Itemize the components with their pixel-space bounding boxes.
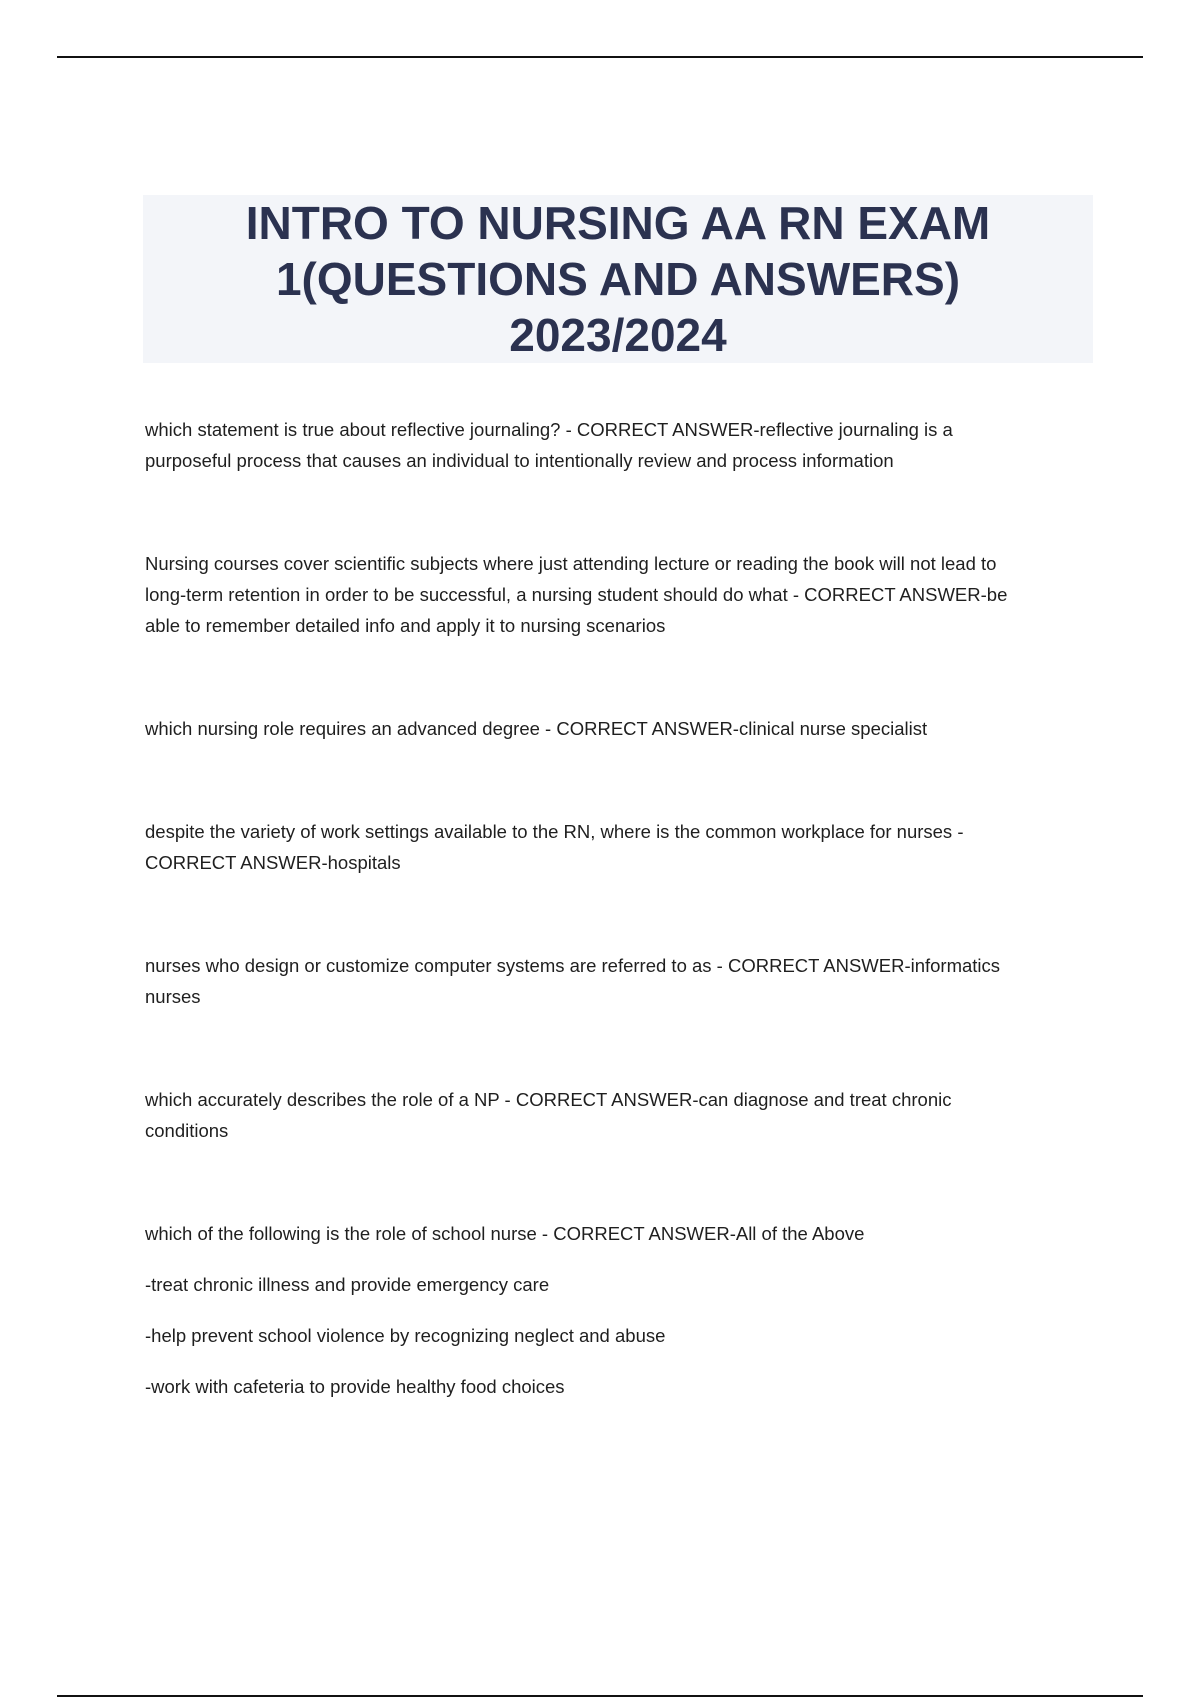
qa-text-line: able to remember detailed info and apply it to nursing scenarios	[145, 615, 666, 636]
qa-text-line: which nursing role requires an advanced degree - CORRECT ANSWER-clinical nurse specialist	[145, 718, 928, 739]
qa-entry	[145, 414, 1095, 476]
qa-text-line: CORRECT ANSWER-hospitals	[145, 852, 401, 873]
answer-option: -help prevent school violence by recognizing neglect and abuse	[145, 1325, 666, 1346]
qa-text-line: nurses who design or customize computer systems are referred to as - CORRECT ANSWER-informatics	[145, 955, 1001, 976]
qa-text-line: which of the following is the role of school nurse - CORRECT ANSWER-All of the Above	[145, 1223, 865, 1244]
title-line: INTRO TO NURSING AA RN EXAM	[245, 197, 991, 249]
document-title	[246, 195, 991, 363]
qa-entry	[145, 816, 1095, 878]
answer-option: -work with cafeteria to provide healthy food choices	[145, 1376, 565, 1397]
qa-text-line: conditions	[145, 1120, 229, 1141]
answer-option-list	[145, 1269, 1095, 1402]
title-banner	[143, 195, 1093, 363]
answer-option: -treat chronic illness and provide emergency care	[145, 1274, 550, 1295]
bottom-rule	[57, 1695, 1143, 1697]
qa-entry	[145, 950, 1095, 1012]
qa-entry	[145, 548, 1095, 641]
qa-text-line: nurses	[145, 986, 201, 1007]
qa-text-line: Nursing courses cover scientific subjects where just attending lecture or reading the book will not lead to	[145, 553, 997, 574]
qa-text-line: which accurately describes the role of a NP - CORRECT ANSWER-can diagnose and treat chronic	[145, 1089, 952, 1110]
qa-text-line: despite the variety of work settings available to the RN, where is the common workplace for nurses -	[145, 821, 964, 842]
qa-entry	[145, 1218, 1095, 1402]
qa-entry	[145, 713, 1095, 744]
title-line: 1(QUESTIONS AND ANSWERS)	[275, 253, 961, 305]
qa-text-line: purposeful process that causes an individual to intentionally review and process information	[145, 450, 894, 471]
qa-text-line: which statement is true about reflective journaling? - CORRECT ANSWER-reflective journaling is a	[145, 419, 953, 440]
top-rule	[57, 56, 1143, 58]
qa-text-line: long-term retention in order to be successful, a nursing student should do what - CORRECT ANSWER-be	[145, 584, 1008, 605]
qa-entry	[145, 1084, 1095, 1146]
title-line: 2023/2024	[509, 309, 727, 361]
qa-list	[145, 414, 1095, 1422]
